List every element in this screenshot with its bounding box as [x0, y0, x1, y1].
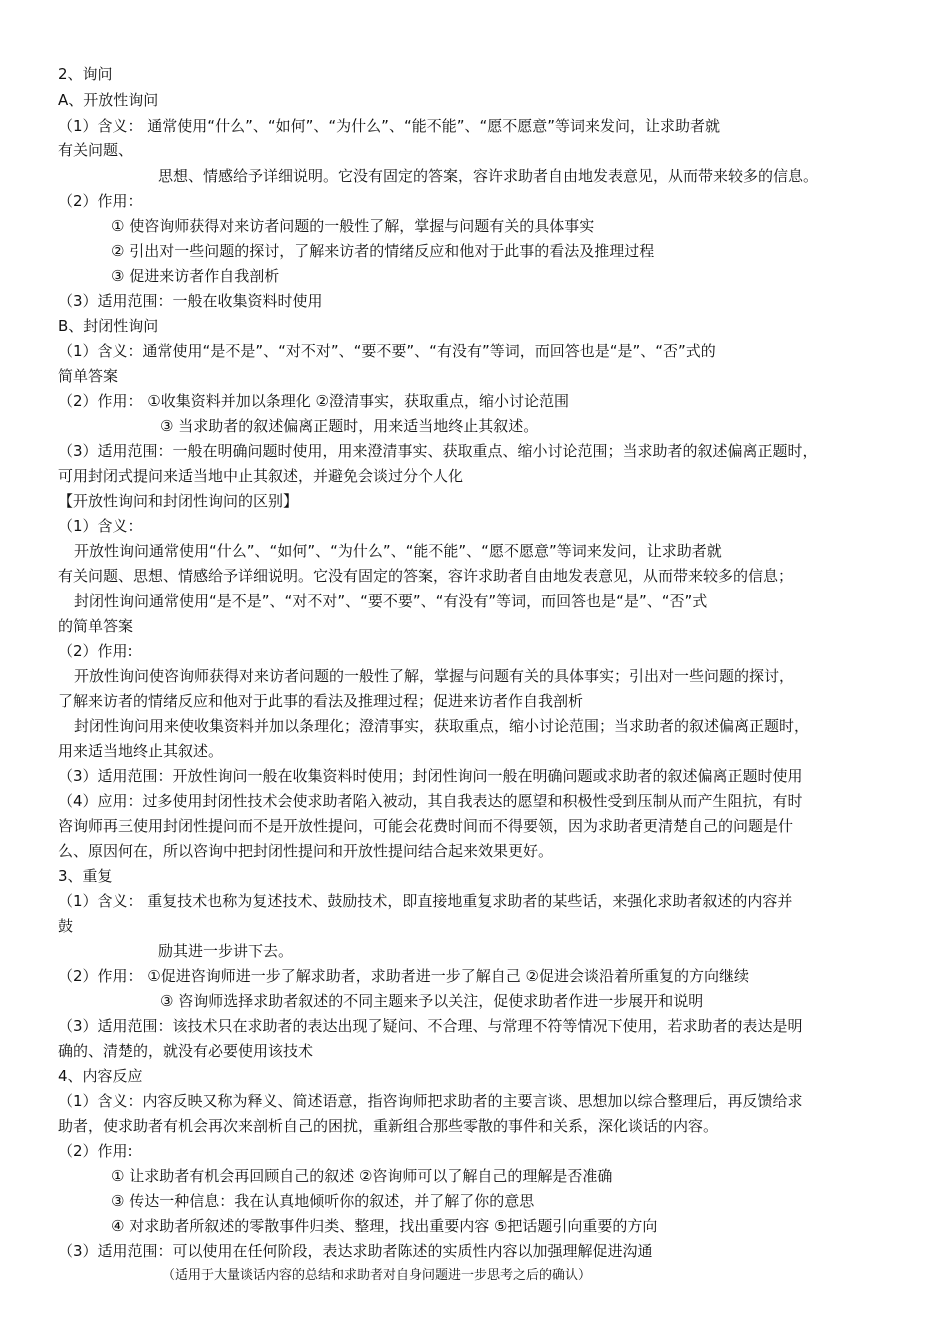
text-line: 可用封闭式提问来适当地中止其叙述，并避免会谈过分个人化: [58, 467, 464, 485]
text-line: 助者，使求助者有机会再次来剖析自己的困扰，重新组合那些零散的事件和关系，深化谈话的内容。: [58, 1117, 719, 1135]
text-line: 鼓: [58, 917, 74, 935]
heading-repetition: 3、重复: [58, 867, 113, 885]
text-line: （2）作用:: [58, 1142, 133, 1160]
text-line: 开放性询问使咨询师获得对来访者问题的一般性了解，掌握与问题有关的具体事实；引出对一些问题的探讨，: [74, 667, 795, 685]
text-line: 么、原因何在，所以咨询中把封闭性提问和开放性提问结合起来效果更好。: [58, 842, 554, 860]
text-line: （3）适用范围：可以使用在任何阶段，表达求助者陈述的实质性内容以加强理解促进沟通: [58, 1242, 653, 1260]
text-line: 思想、情感给予详细说明。它没有固定的答案，容许求助者自由地发表意见，从而带来较多的信息。: [158, 167, 819, 185]
note-line: （适用于大量谈话内容的总结和求助者对自身问题进一步思考之后的确认）: [162, 1268, 592, 1283]
text-line: 咨询师再三使用封闭性提问而不是开放性提问，可能会花费时间而不得要领，因为求助者更清楚自己的问题是什: [58, 817, 794, 835]
text-line: （1）含义： 通常使用“什么”、“如何”、“为什么”、“能不能”、“愿不愿意”等词来发问，让求助者就: [58, 117, 721, 135]
text-line: 开放性询问通常使用“什么”、“如何”、“为什么”、“能不能”、“愿不愿意”等词来发问，让求助者就: [74, 542, 722, 560]
text-line: （3）适用范围：开放性询问一般在收集资料时使用；封闭性询问一般在明确问题或求助者的叙述偏离正题时使用: [58, 767, 803, 785]
text-line: （2）作用： ①收集资料并加以条理化 ②澄清事实，获取重点，缩小讨论范围: [58, 392, 569, 410]
list-item: ③ 咨询师选择求助者叙述的不同主题来予以关注，促使求助者作进一步展开和说明: [160, 992, 704, 1010]
list-item: ① 使咨询师获得对来访者问题的一般性了解，掌握与问题有关的具体事实: [111, 217, 595, 235]
text-line: （2）作用:: [58, 642, 133, 660]
text-line: 有关问题、: [58, 141, 134, 159]
list-item: ③ 促进来访者作自我剖析: [111, 267, 280, 285]
heading-closed-inquiry: B、封闭性询问: [58, 317, 159, 335]
text-line: （2）作用：: [58, 192, 143, 210]
text-line: （2）作用： ①促进咨询师进一步了解求助者，求助者进一步了解自己 ②促进会谈沿着所重复的方向继续: [58, 967, 749, 985]
text-line: 封闭性询问用来使收集资料并加以条理化；澄清事实，获取重点，缩小讨论范围；当求助者的叙述偏离正题时，: [74, 717, 810, 735]
text-line: （4）应用：过多使用封闭性技术会使求助者陷入被动，其自我表达的愿望和积极性受到压制从而产生阻抗，有时: [58, 792, 803, 810]
heading-inquiry: 2、询问: [58, 65, 113, 83]
text-line: （3）适用范围：该技术只在求助者的表达出现了疑问、不合理、与常理不符等情况下使用，若求助者的表达是明: [58, 1017, 803, 1035]
text-line: 有关问题、思想、情感给予详细说明。它没有固定的答案，容许求助者自由地发表意见，从而带来较多的信息；: [58, 567, 794, 585]
text-line: 的简单答案: [58, 617, 134, 635]
text-line: （1）含义： 重复技术也称为复述技术、鼓励技术，即直接地重复求助者的某些话，来强化求助者叙述的内容并: [58, 892, 793, 910]
text-line: 简单答案: [58, 367, 119, 385]
heading-open-inquiry: A、开放性询问: [58, 91, 159, 109]
text-line: 确的、清楚的，就没有必要使用该技术: [58, 1042, 314, 1060]
text-line: 用来适当地终止其叙述。: [58, 742, 224, 760]
text-line: （1）含义：: [58, 517, 143, 535]
list-item: ② 引出对一些问题的探讨，了解来访者的情绪反应和他对于此事的看法及推理过程: [111, 242, 655, 260]
list-item: ③ 当求助者的叙述偏离正题时，用来适当地终止其叙述。: [160, 417, 539, 435]
heading-difference: 【开放性询问和封闭性询问的区别】: [58, 492, 299, 510]
text-line: （1）含义：内容反映又称为释义、简述语意，指咨询师把求助者的主要言谈、思想加以综合整理后，再反馈给求: [58, 1092, 803, 1110]
text-line: （3）适用范围：一般在收集资料时使用: [58, 292, 323, 310]
text-line: （1）含义：通常使用“是不是”、“对不对”、“要不要”、“有没有”等词，而回答也是“是”、“否”式的: [58, 342, 716, 360]
text-line: 了解来访者的情绪反应和他对于此事的看法及推理过程；促进来访者作自我剖析: [58, 692, 584, 710]
text-line: 励其进一步讲下去。: [158, 942, 294, 960]
heading-content-reflection: 4、内容反应: [58, 1067, 143, 1085]
list-item: ① 让求助者有机会再回顾自己的叙述 ②咨询师可以了解自己的理解是否准确: [111, 1167, 613, 1185]
text-line: 封闭性询问通常使用“是不是”、“对不对”、“要不要”、“有没有”等词，而回答也是“是”、“否”式: [74, 592, 708, 610]
list-item: ③ 传达一种信息：我在认真地倾听你的叙述，并了解了你的意思: [111, 1192, 535, 1210]
text-line: （3）适用范围：一般在明确问题时使用，用来澄清事实、获取重点、缩小讨论范围；当求助者的叙述偏离正题时，: [58, 442, 818, 460]
list-item: ④ 对求助者所叙述的零散事件归类、整理，找出重要内容 ⑤把话题引向重要的方向: [111, 1217, 658, 1235]
